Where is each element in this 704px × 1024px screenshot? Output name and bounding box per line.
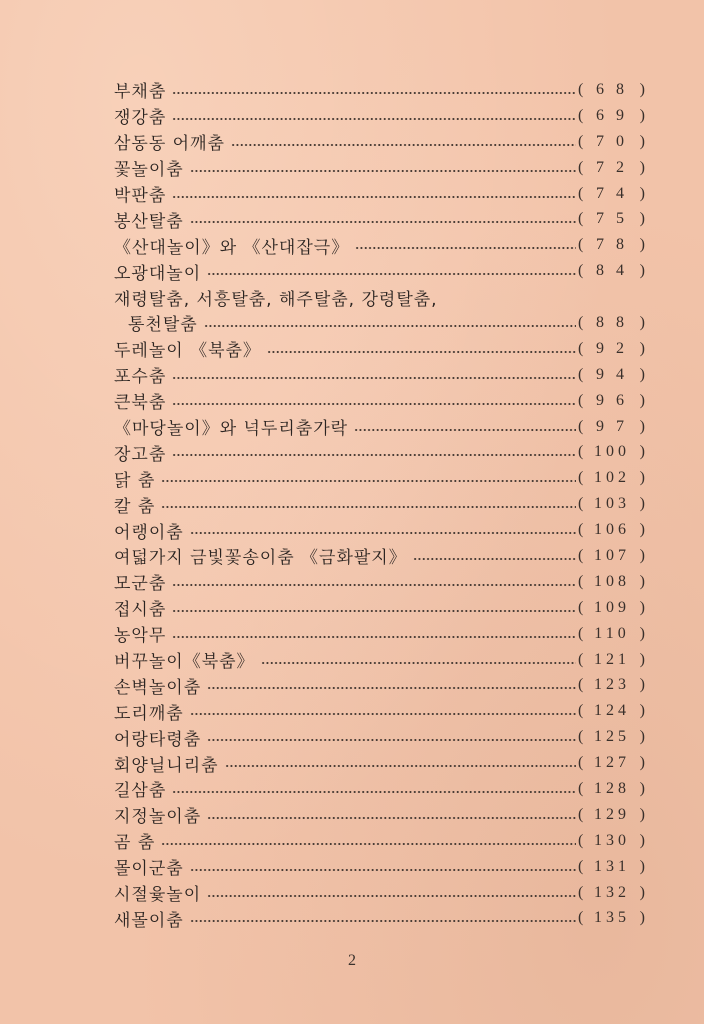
toc-entry bbox=[114, 595, 646, 621]
dot-leader bbox=[207, 737, 576, 743]
paren-open: ( bbox=[578, 831, 585, 849]
toc-entry bbox=[114, 491, 646, 517]
paren-open: ( bbox=[578, 158, 585, 176]
dot-leader bbox=[207, 271, 576, 277]
toc-entry bbox=[114, 103, 646, 129]
dot-leader bbox=[161, 841, 576, 847]
entry-title: 몰이군춤 bbox=[114, 859, 184, 880]
entry-page bbox=[578, 159, 646, 177]
entry-page-number: 7 8 bbox=[596, 236, 628, 254]
entry-page-number: 6 9 bbox=[596, 106, 628, 124]
paren-open: ( bbox=[578, 469, 585, 487]
paren-close: ) bbox=[639, 805, 646, 823]
paren-open: ( bbox=[578, 236, 585, 254]
entry-page bbox=[578, 625, 646, 643]
entry-page bbox=[578, 858, 646, 876]
entry-title: 어랭이춤 bbox=[114, 522, 184, 543]
paren-close: ) bbox=[639, 391, 646, 409]
toc-entry bbox=[114, 439, 646, 465]
paren-open: ( bbox=[578, 676, 585, 694]
paren-open: ( bbox=[578, 210, 585, 228]
entry-page-number: 6 8 bbox=[596, 80, 628, 98]
entry-page bbox=[578, 185, 646, 203]
entry-page-number: 130 bbox=[594, 831, 630, 849]
paren-open: ( bbox=[578, 909, 585, 927]
paren-close: ) bbox=[639, 779, 646, 797]
entry-title: 새몰이춤 bbox=[114, 910, 184, 931]
entry-page-number: 109 bbox=[594, 598, 630, 616]
paren-open: ( bbox=[578, 572, 585, 590]
entry-title: 농악무 bbox=[114, 626, 167, 647]
entry-page-number: 9 4 bbox=[596, 365, 628, 383]
paren-close: ) bbox=[639, 210, 646, 228]
dot-leader bbox=[172, 452, 576, 458]
entry-title: 손벽놀이춤 bbox=[114, 677, 202, 698]
entry-page bbox=[578, 314, 646, 332]
dot-leader bbox=[172, 608, 576, 614]
toc-entry bbox=[114, 465, 646, 491]
paren-close: ) bbox=[639, 495, 646, 513]
entry-page bbox=[578, 599, 646, 617]
entry-title: 재령탈춤, 서흥탈춤, 해주탈춤, 강령탈춤, bbox=[114, 289, 438, 310]
entry-page bbox=[578, 728, 646, 746]
dot-leader bbox=[172, 194, 576, 200]
paren-open: ( bbox=[578, 598, 585, 616]
paren-close: ) bbox=[639, 443, 646, 461]
toc-entry bbox=[114, 776, 646, 802]
paren-close: ) bbox=[639, 728, 646, 746]
toc-entry bbox=[114, 621, 646, 647]
entry-title: 《산대놀이》와 《산대잡극》 bbox=[114, 237, 350, 258]
dot-leader bbox=[355, 245, 576, 251]
paren-close: ) bbox=[639, 909, 646, 927]
paren-open: ( bbox=[578, 80, 585, 98]
entry-title: 어랑타령춤 bbox=[114, 729, 202, 750]
dot-leader bbox=[190, 918, 576, 924]
entry-page bbox=[578, 832, 646, 850]
entry-title: 닭 춤 bbox=[114, 470, 156, 491]
paren-close: ) bbox=[639, 313, 646, 331]
toc-entry-continued bbox=[114, 284, 646, 310]
paren-open: ( bbox=[578, 650, 585, 668]
paren-open: ( bbox=[578, 184, 585, 202]
dot-leader bbox=[354, 427, 576, 433]
entry-title: 도리깨춤 bbox=[114, 703, 184, 724]
paren-close: ) bbox=[639, 831, 646, 849]
dot-leader bbox=[225, 763, 576, 769]
entry-title: 부채춤 bbox=[114, 82, 167, 103]
toc-entry bbox=[114, 854, 646, 880]
entry-page-number: 123 bbox=[594, 676, 630, 694]
paren-open: ( bbox=[578, 313, 585, 331]
dot-leader bbox=[190, 168, 576, 174]
dot-leader bbox=[172, 582, 576, 588]
toc-entry bbox=[114, 698, 646, 724]
paren-close: ) bbox=[639, 80, 646, 98]
entry-title: 시절윷놀이 bbox=[114, 885, 202, 906]
paren-close: ) bbox=[639, 184, 646, 202]
dot-leader bbox=[172, 401, 576, 407]
entry-page-number: 8 4 bbox=[596, 262, 628, 280]
paren-open: ( bbox=[578, 443, 585, 461]
toc-entry bbox=[114, 672, 646, 698]
entry-page-number: 7 5 bbox=[596, 210, 628, 228]
paren-close: ) bbox=[639, 365, 646, 383]
entry-title: 여덟가지 금빛꽃송이춤 《금화팔지》 bbox=[114, 548, 407, 569]
table-of-contents bbox=[114, 77, 646, 931]
paren-close: ) bbox=[639, 754, 646, 772]
paren-open: ( bbox=[578, 546, 585, 564]
paren-open: ( bbox=[578, 624, 585, 642]
toc-entry bbox=[114, 906, 646, 932]
toc-entry bbox=[114, 206, 646, 232]
paren-open: ( bbox=[578, 365, 585, 383]
entry-page bbox=[578, 443, 646, 461]
entry-title: 지정놀이춤 bbox=[114, 807, 202, 828]
entry-page bbox=[578, 651, 646, 669]
entry-page-number: 102 bbox=[594, 469, 630, 487]
entry-page bbox=[578, 780, 646, 798]
paren-open: ( bbox=[578, 495, 585, 513]
toc-entry bbox=[114, 517, 646, 543]
entry-page-number: 8 8 bbox=[596, 313, 628, 331]
entry-page-number: 107 bbox=[594, 546, 630, 564]
paren-close: ) bbox=[639, 132, 646, 150]
entry-title: 접시춤 bbox=[114, 600, 167, 621]
paren-open: ( bbox=[578, 339, 585, 357]
paren-close: ) bbox=[639, 676, 646, 694]
paren-open: ( bbox=[578, 132, 585, 150]
paren-open: ( bbox=[578, 391, 585, 409]
entry-title: 모군춤 bbox=[114, 574, 167, 595]
paren-close: ) bbox=[639, 598, 646, 616]
paren-open: ( bbox=[578, 702, 585, 720]
dot-leader bbox=[190, 219, 576, 225]
dot-leader bbox=[161, 478, 576, 484]
entry-page-number: 129 bbox=[594, 805, 630, 823]
paren-close: ) bbox=[639, 883, 646, 901]
entry-title: 칼 춤 bbox=[114, 496, 156, 517]
toc-entry bbox=[114, 569, 646, 595]
paren-close: ) bbox=[639, 236, 646, 254]
toc-entry bbox=[114, 724, 646, 750]
entry-page-number: 9 6 bbox=[596, 391, 628, 409]
entry-title: 삼동동 어깨춤 bbox=[114, 134, 225, 155]
dot-leader bbox=[207, 815, 576, 821]
entry-page bbox=[578, 806, 646, 824]
paren-close: ) bbox=[639, 417, 646, 435]
toc-entry bbox=[114, 802, 646, 828]
entry-title: 꽃놀이춤 bbox=[114, 160, 184, 181]
dot-leader bbox=[413, 556, 576, 562]
page-number: 2 bbox=[348, 952, 356, 969]
entry-page bbox=[578, 495, 646, 513]
entry-page bbox=[578, 702, 646, 720]
toc-entry bbox=[114, 232, 646, 258]
entry-title: 길삼춤 bbox=[114, 781, 167, 802]
toc-entry bbox=[114, 388, 646, 414]
entry-page bbox=[578, 909, 646, 927]
paren-close: ) bbox=[639, 857, 646, 875]
dot-leader bbox=[172, 90, 576, 96]
entry-page-number: 7 0 bbox=[596, 132, 628, 150]
entry-page bbox=[578, 107, 646, 125]
dot-leader bbox=[190, 530, 576, 536]
toc-entry bbox=[114, 181, 646, 207]
entry-page bbox=[578, 754, 646, 772]
paren-open: ( bbox=[578, 106, 585, 124]
entry-title: 두레놀이 《북춤》 bbox=[114, 341, 261, 362]
paren-open: ( bbox=[578, 521, 585, 539]
dot-leader bbox=[172, 634, 576, 640]
paren-close: ) bbox=[639, 106, 646, 124]
dot-leader bbox=[190, 867, 576, 873]
dot-leader bbox=[172, 789, 576, 795]
toc-entry bbox=[114, 77, 646, 103]
entry-page bbox=[578, 340, 646, 358]
paren-open: ( bbox=[578, 857, 585, 875]
toc-entry bbox=[114, 543, 646, 569]
entry-title: 버꾸놀이《북춤》 bbox=[114, 652, 255, 673]
paren-close: ) bbox=[639, 339, 646, 357]
entry-title: 곰 춤 bbox=[114, 833, 156, 854]
paren-close: ) bbox=[639, 158, 646, 176]
paren-close: ) bbox=[639, 546, 646, 564]
paren-close: ) bbox=[639, 624, 646, 642]
entry-title: 큰북춤 bbox=[114, 393, 167, 414]
toc-entry bbox=[114, 310, 646, 336]
entry-page-number: 106 bbox=[594, 521, 630, 539]
entry-page-number: 135 bbox=[594, 909, 630, 927]
toc-entry bbox=[114, 336, 646, 362]
entry-title: 장고춤 bbox=[114, 444, 167, 465]
entry-title: 통천탈춤 bbox=[128, 315, 198, 336]
toc-entry bbox=[114, 828, 646, 854]
dot-leader bbox=[172, 375, 576, 381]
entry-page bbox=[578, 884, 646, 902]
toc-entry bbox=[114, 362, 646, 388]
entry-title: 오광대놀이 bbox=[114, 263, 202, 284]
entry-page-number: 128 bbox=[594, 779, 630, 797]
entry-page bbox=[578, 133, 646, 151]
toc-entry bbox=[114, 155, 646, 181]
paren-open: ( bbox=[578, 728, 585, 746]
dot-leader bbox=[204, 323, 576, 329]
paren-close: ) bbox=[639, 572, 646, 590]
toc-entry bbox=[114, 129, 646, 155]
entry-title: 박판춤 bbox=[114, 186, 167, 206]
paren-close: ) bbox=[639, 650, 646, 668]
entry-page-number: 100 bbox=[594, 443, 630, 461]
dot-leader bbox=[231, 142, 576, 148]
paren-close: ) bbox=[639, 469, 646, 487]
entry-page bbox=[578, 236, 646, 254]
toc-entry bbox=[114, 414, 646, 440]
paren-open: ( bbox=[578, 417, 585, 435]
entry-page-number: 7 2 bbox=[596, 158, 628, 176]
entry-page bbox=[578, 366, 646, 384]
entry-page-number: 108 bbox=[594, 572, 630, 590]
entry-title: 쟁강춤 bbox=[114, 108, 167, 129]
dot-leader bbox=[172, 116, 576, 122]
entry-page-number: 121 bbox=[594, 650, 630, 668]
entry-page bbox=[578, 547, 646, 565]
entry-page-number: 110 bbox=[594, 624, 630, 642]
toc-entry bbox=[114, 647, 646, 673]
dot-leader bbox=[207, 893, 576, 899]
entry-page bbox=[578, 81, 646, 99]
paren-open: ( bbox=[578, 883, 585, 901]
entry-page-number: 127 bbox=[594, 754, 630, 772]
paren-close: ) bbox=[639, 262, 646, 280]
entry-page-number: 131 bbox=[594, 857, 630, 875]
entry-page bbox=[578, 676, 646, 694]
dot-leader bbox=[267, 349, 576, 355]
entry-page-number: 125 bbox=[594, 728, 630, 746]
toc-entry bbox=[114, 258, 646, 284]
entry-page-number: 132 bbox=[594, 883, 630, 901]
paren-open: ( bbox=[578, 779, 585, 797]
entry-page-number: 9 7 bbox=[596, 417, 628, 435]
entry-page bbox=[578, 210, 646, 228]
entry-page-number: 103 bbox=[594, 495, 630, 513]
dot-leader bbox=[161, 504, 576, 510]
entry-page bbox=[578, 392, 646, 410]
entry-page-number: 9 2 bbox=[596, 339, 628, 357]
paren-close: ) bbox=[639, 521, 646, 539]
entry-title: 봉산탈춤 bbox=[114, 211, 184, 232]
paren-open: ( bbox=[578, 805, 585, 823]
dot-leader bbox=[261, 660, 576, 666]
paren-open: ( bbox=[578, 754, 585, 772]
entry-page bbox=[578, 262, 646, 280]
entry-title: 회양닐니리춤 bbox=[114, 755, 219, 776]
entry-title: 《마당놀이》와 넉두리춤가락 bbox=[114, 419, 349, 440]
toc-entry bbox=[114, 880, 646, 906]
paren-open: ( bbox=[578, 262, 585, 280]
entry-page bbox=[578, 469, 646, 487]
entry-page-number: 7 4 bbox=[596, 184, 628, 202]
entry-page bbox=[578, 573, 646, 591]
paren-close: ) bbox=[639, 702, 646, 720]
entry-title: 포수춤 bbox=[114, 367, 167, 388]
entry-page bbox=[578, 521, 646, 539]
entry-page bbox=[578, 418, 646, 436]
dot-leader bbox=[190, 711, 576, 717]
toc-entry bbox=[114, 750, 646, 776]
entry-page-number: 124 bbox=[594, 702, 630, 720]
dot-leader bbox=[207, 685, 576, 691]
